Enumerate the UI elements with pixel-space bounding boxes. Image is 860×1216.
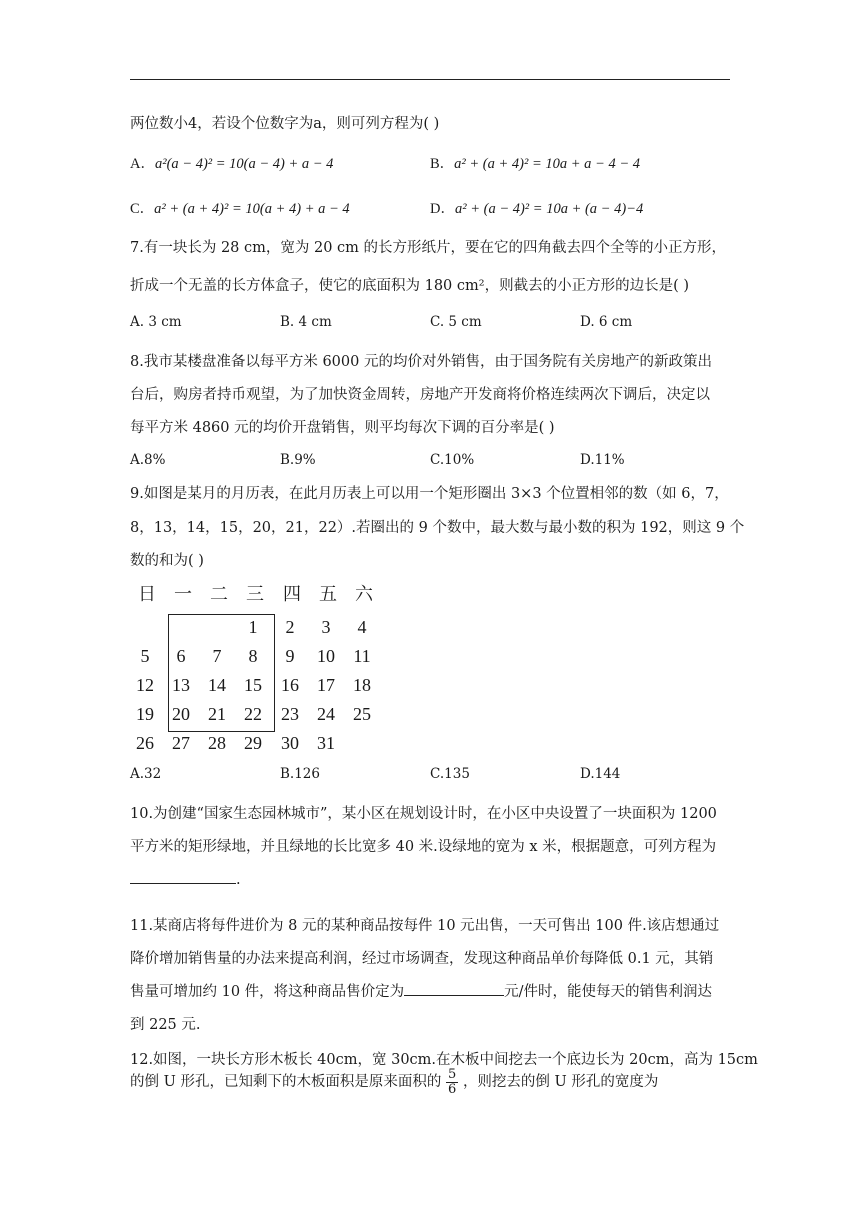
q8-option-b[interactable]: B.9% xyxy=(280,452,316,468)
calendar-day: 18 xyxy=(353,675,371,695)
calendar-day: 5 xyxy=(140,646,150,666)
q8-option-d[interactable]: D.11% xyxy=(580,452,625,468)
calendar-header-tue: 二 xyxy=(210,584,228,605)
calendar-header-sat: 六 xyxy=(355,584,373,605)
calendar-header-thu: 四 xyxy=(283,584,301,605)
calendar-day: 23 xyxy=(281,704,299,724)
fraction: $\frac{5}{6}$ xyxy=(448,1067,457,1097)
q11-line-3: 售量可增加约 10 件，将这种商品售价定为 元/件时，能使每天的销售利润达 xyxy=(130,980,712,1001)
q7-option-b[interactable]: B. 4 cm xyxy=(280,314,332,330)
calendar-day: 1 xyxy=(248,617,258,637)
calendar-day: 25 xyxy=(353,704,371,724)
q10-answer-blank[interactable] xyxy=(130,868,236,884)
q8-line-1: 8.我市某楼盘准备以每平方米 6000 元的均价对外销售，由于国务院有关房地产的新政策出 xyxy=(130,354,712,370)
q8-option-a[interactable]: A.8% xyxy=(130,452,166,468)
calendar-day: 7 xyxy=(212,646,222,666)
q9-line-2: 8，13，14，15，20，21，22）.若圈出的 9 个数中，最大数与最小数的积为 192，则这 9 个 xyxy=(130,520,745,536)
q12-line-2: 的倒 U 形孔，已知剩下的木板面积是原来面积的 $\frac{5}{6}$ ，则挖去的倒 U 形孔的宽度为 xyxy=(130,1067,659,1097)
calendar-day: 31 xyxy=(317,733,335,753)
calendar-day: 30 xyxy=(281,733,299,753)
q8-line-3: 每平方米 4860 元的均价开盘销售，则平均每次下调的百分率是( ) xyxy=(130,420,555,436)
calendar-header-sun: 日 xyxy=(138,584,156,605)
q7-option-a[interactable]: A. 3 cm xyxy=(130,314,182,330)
calendar-day: 2 xyxy=(285,617,295,637)
calendar-header-fri: 五 xyxy=(319,584,337,605)
q10-line-3: . xyxy=(130,868,241,888)
calendar-day: 17 xyxy=(317,675,335,695)
q11-answer-blank[interactable] xyxy=(404,980,504,996)
q7-line-2: 折成一个无盖的长方体盒子，使它的底面积为 180 cm²，则截去的小正方形的边长是( ) xyxy=(130,278,689,294)
q8-line-2: 台后，购房者持币观望，为了加快资金周转，房地产开发商将价格连续两次下调后，决定以 xyxy=(130,387,710,403)
q7-option-c[interactable]: C. 5 cm xyxy=(430,314,482,330)
calendar-day: 12 xyxy=(136,675,154,695)
calendar-header-wed: 三 xyxy=(246,584,264,605)
calendar-day: 16 xyxy=(281,675,299,695)
q11-line-1: 11.某商店将每件进价为 8 元的某种商品按每件 10 元出售，一天可售出 100 件.该店想通过 xyxy=(130,918,720,934)
q6-stem: 两位数小4，若设个位数字为a，则可列方程为( ) xyxy=(130,116,440,132)
calendar-day: 15 xyxy=(244,675,262,695)
calendar-day: 9 xyxy=(285,646,295,666)
q10-line-2: 平方米的矩形绿地，并且绿地的长比宽多 40 米.设绿地的宽为 x 米，根据题意，可列方程为 xyxy=(130,839,717,855)
calendar-day: 14 xyxy=(208,675,226,695)
calendar-day: 20 xyxy=(172,704,190,724)
q9-option-c[interactable]: C.135 xyxy=(430,766,470,782)
calendar-day: 19 xyxy=(136,704,154,724)
calendar-day: 13 xyxy=(172,675,190,695)
q7-line-1: 7.有一块长为 28 cm，宽为 20 cm 的长方形纸片，要在它的四角截去四个全等的小正方形， xyxy=(130,240,727,256)
calendar-day: 24 xyxy=(317,704,335,724)
q6-option-a[interactable]: A．a²(a − 4)² = 10(a − 4) + a − 4 xyxy=(130,156,334,172)
calendar-day: 29 xyxy=(244,733,262,753)
q11-line-2: 降价增加销售量的办法来提高利润，经过市场调查，发现这种商品单价每降低 0.1 元，其销 xyxy=(130,951,714,967)
calendar-day: 21 xyxy=(208,704,226,724)
calendar-day: 3 xyxy=(321,617,331,637)
q10-line-1: 10.为创建“国家生态园林城市”，某小区在规划设计时，在小区中央设置了一块面积为 1200 xyxy=(130,806,717,822)
q9-option-d[interactable]: D.144 xyxy=(580,766,621,782)
q6-option-d[interactable]: D．a² + (a − 4)² = 10a + (a − 4)−4 xyxy=(430,201,644,217)
q6-option-b[interactable]: B．a² + (a + 4)² = 10a + a − 4 − 4 xyxy=(430,156,640,172)
calendar-day: 8 xyxy=(248,646,258,666)
calendar-day: 28 xyxy=(208,733,226,753)
q9-line-1: 9.如图是某月的月历表，在此月历表上可以用一个矩形圈出 3×3 个位置相邻的数（如 6，7， xyxy=(130,486,729,502)
calendar-day: 11 xyxy=(353,646,371,666)
calendar-figure xyxy=(128,580,388,760)
selection-rectangle xyxy=(168,614,275,732)
calendar-day: 4 xyxy=(357,617,367,637)
calendar-day: 22 xyxy=(244,704,262,724)
calendar-day: 26 xyxy=(136,733,154,753)
calendar-day: 6 xyxy=(176,646,186,666)
calendar-day: 27 xyxy=(172,733,190,753)
q11-line-4: 到 225 元. xyxy=(130,1017,201,1033)
q9-option-b[interactable]: B.126 xyxy=(280,766,320,782)
q8-option-c[interactable]: C.10% xyxy=(430,452,475,468)
calendar-header-mon: 一 xyxy=(174,584,192,605)
q6-option-c[interactable]: C．a² + (a + 4)² = 10(a + 4) + a − 4 xyxy=(130,201,350,217)
q9-option-a[interactable]: A.32 xyxy=(130,766,162,782)
q7-option-d[interactable]: D. 6 cm xyxy=(580,314,633,330)
header-rule xyxy=(130,79,730,80)
calendar-day: 10 xyxy=(317,646,335,666)
q12-line-1: 12.如图，一块长方形木板长 40cm，宽 30cm.在木板中间挖去一个底边长为 20cm，高为 15cm xyxy=(130,1052,758,1068)
q9-line-3: 数的和为( ) xyxy=(130,553,204,569)
